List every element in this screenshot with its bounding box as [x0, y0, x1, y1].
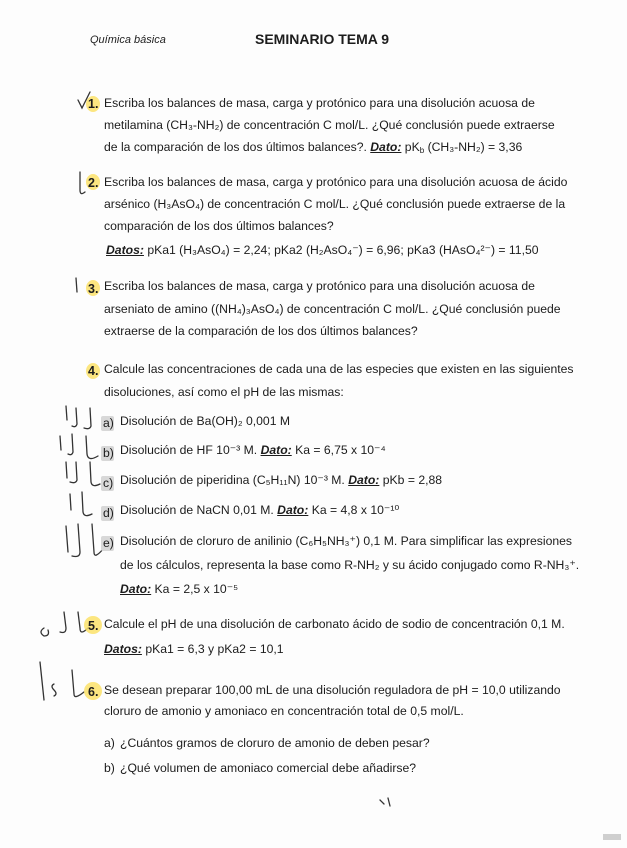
scanner-stamp: [603, 834, 621, 840]
pk-subscript: b: [419, 146, 425, 155]
option-label: a): [104, 736, 115, 750]
q5-datos: [104, 638, 284, 660]
option-label: b): [104, 761, 115, 775]
q4-d-value: Ka = 4,8 x 10⁻¹⁰: [311, 503, 400, 517]
q4-c-desc: Disolución de piperidina (C₅H₁₁N) 10⁻³ M.: [120, 473, 345, 487]
question-number: 6.: [88, 685, 99, 699]
page-title: SEMINARIO TEMA 9: [255, 31, 390, 47]
q4-d-desc: Disolución de NaCN 0,01 M.: [120, 503, 274, 517]
q3-line-1: Escriba los balances de masa, carga y protónico para una disolución acuosa de: [104, 279, 535, 293]
option-label: a): [103, 416, 114, 430]
q4-e-value: Ka = 2,5 x 10⁻⁵: [154, 582, 239, 596]
q3-line-2: arseniato de amino ((NH₄)₃AsO₄) de concentración C mol/L. ¿Qué conclusión puede: [104, 302, 561, 316]
course-name: Química básica: [90, 34, 166, 46]
q4-a-text: Disolución de Ba(OH)₂ 0,001 M: [120, 414, 291, 428]
q3-line-3: extraerse de la comparación de los dos últimos balances?: [104, 324, 418, 338]
datos-text: pKa1 (H₃AsO₄) = 2,24; pKa2 (H₂AsO₄⁻) = 6,96; pKa3 (HAsO₄²⁻) = 11,50: [147, 243, 539, 257]
q4-d-text: [120, 503, 399, 517]
q4-e-line-2: de los cálculos, representa la base como R-NH₂ y su ácido conjugado como R-NH₃⁺.: [120, 558, 580, 572]
pk-label: pK: [404, 140, 420, 154]
q4-b-text: [120, 443, 386, 457]
q4-c-value: pKb = 2,88: [382, 473, 443, 487]
question-number: 1.: [88, 97, 99, 111]
q1-line-2: metilamina (CH₃-NH₂) de concentración C mol/L. ¿Qué conclusión puede extraerse: [104, 118, 555, 132]
q4-b-value: Ka = 6,75 x 10⁻⁴: [295, 443, 386, 457]
q6-line-1: Se desean preparar 100,00 mL de una disolución reguladora de pH = 10,0 utilizando: [104, 683, 561, 697]
question-number: 4.: [88, 364, 99, 378]
q6-b-text: ¿Qué volumen de amoniaco comercial debe añadirse?: [120, 761, 417, 775]
question-number: 2.: [88, 176, 99, 190]
datos-text: pKa1 = 6,3 y pKa2 = 10,1: [145, 642, 284, 656]
option-label: d): [103, 506, 114, 520]
dato-label: Dato:: [370, 140, 402, 154]
question-number: 5.: [88, 619, 99, 633]
q4-line-1: Calcule las concentraciones de cada una de las especies que existen en las siguientes: [104, 362, 574, 376]
q2-line-2: arsénico (H₃AsO₄) de concentración C mol/L. ¿Qué conclusión puede extraerse de la: [104, 197, 566, 211]
q4-c-text: [120, 473, 442, 487]
q4-e-dato: [120, 582, 238, 596]
option-label: c): [103, 476, 114, 490]
dato-label: Dato:: [348, 473, 380, 487]
q1-line-1: Escriba los balances de masa, carga y protónico para una disolución acuosa de: [104, 96, 535, 110]
dato-label: Dato:: [120, 582, 152, 596]
q2-line-3: comparación de los dos últimos balances?: [104, 219, 334, 233]
pk-value: (CH₃-NH₂) = 3,36: [427, 140, 523, 154]
dato-label: Dato:: [260, 443, 292, 457]
option-label: e): [103, 536, 114, 550]
q4-e-line-1: Disolución de cloruro de anilinio (C₆H₅NH₃⁺) 0,1 M. Para simplificar las expresiones: [120, 534, 573, 548]
q2-line-1: Escriba los balances de masa, carga y protónico para una disolución acuosa de ácido: [104, 175, 568, 189]
q1-line-3: [104, 136, 522, 162]
q2-datos: [106, 239, 539, 261]
q6-a-text: ¿Cuántos gramos de cloruro de amonio de deben pesar?: [120, 736, 430, 750]
q4-b-desc: Disolución de HF 10⁻³ M.: [120, 443, 258, 457]
datos-label: Datos:: [104, 642, 142, 656]
q4-line-2: disoluciones, así como el pH de las mismas:: [104, 385, 344, 399]
q1-line-3-text: de la comparación de los dos últimos balances?.: [104, 140, 367, 154]
dato-label: Dato:: [277, 503, 309, 517]
q5-line-1: Calcule el pH de una disolución de carbonato ácido de sodio de concentración 0,1 M.: [104, 617, 565, 631]
datos-label: Datos:: [106, 243, 144, 257]
question-number: 3.: [88, 282, 99, 296]
option-label: b): [103, 446, 114, 460]
q6-line-2: cloruro de amonio y amoniaco en concentración total de 0,5 mol/L.: [104, 704, 464, 718]
